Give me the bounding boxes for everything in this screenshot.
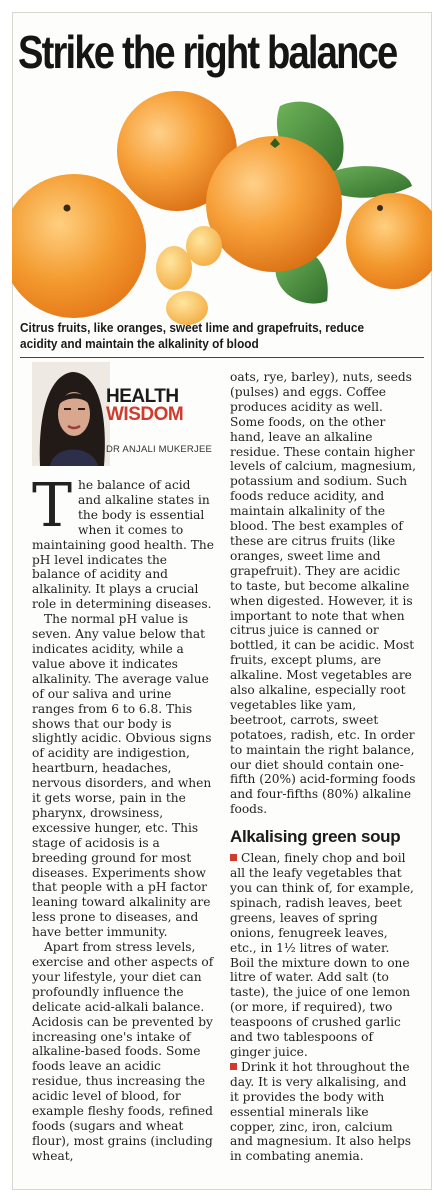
citrus-fruit-photo bbox=[12, 86, 432, 326]
author-byline: DR ANJALI MUKERJEE bbox=[106, 444, 213, 455]
recipe-step-2-text: Drink it hot throughout the day. It is very alkalising, and it provides the body with essential minerals like copper, zinc, iron, calcium and magnesium. It also helps in combating anemia. bbox=[230, 1059, 412, 1164]
bullet-square-icon bbox=[230, 1063, 237, 1070]
recipe-step-1 bbox=[230, 851, 416, 1060]
divider bbox=[20, 357, 424, 358]
paragraph-2: The normal pH value is seven. Any value below that indicates acidity, while a value above it indicates alkalinity. The average value of our saliva and urine ranges from 6 to 6.8. This shows that our body is slightly acidic. Obvious signs of acidity are indigestion, heartburn, headaches, nervous disorders, and when it gets worse, pain in the pharynx, drowsiness, excessive hunger, etc. This stage of acidosis is a breeding ground for most diseases. Experiments show that people with a pH factor leaning toward alkalinity are less prone to diseases, and have better immunity. bbox=[32, 612, 212, 940]
recipe-step-2 bbox=[230, 1060, 416, 1164]
column-title bbox=[106, 388, 183, 424]
paragraph-1-text: he balance of acid and alkaline states in the body is essential when it comes to maintaining good health. The pH level indicates the balance of acidity and alkalinity. It plays a crucial role in determining diseases. bbox=[32, 478, 214, 612]
paragraph-3: Apart from stress levels, exercise and other aspects of your lifestyle, your diet can profoundly influence the delicate acid-alkali balance. Acidosis can be prevented by increasing one's intake of alkaline-based foods. Some foods leave an acidic residue, thus increasing the acidic level of blood, for example fleshy foods, refined foods (sugars and wheat flour), most grains (including wheat, bbox=[32, 940, 214, 1163]
headline: Strike the right balance bbox=[18, 26, 397, 78]
bullet-square-icon bbox=[230, 854, 237, 861]
recipe-title: Alkalising green soup bbox=[230, 827, 401, 847]
paragraph-4: oats, rye, barley), nuts, seeds (pulses) and eggs. Coffee produces acidity as well. Some foods, on the other hand, leave an alkaline residue. These contain higher levels of calcium, magnesium, potassium and sodium. Such foods reduce acidity, and maintain alkalinity of the blood. The best examples of these are citrus fruits (like oranges, sweet lime and grapefruit). They are acidic to taste, but become alkaline when digested. However, it is important to note that when citrus juice is canned or bottled, it can be acidic. Most fruits, except plums, are alkaline. Most vegetables are also alkaline, especially root vegetables like yam, beetroot, carrots, sweet potatoes, radish, etc. In order to maintain the right balance, our diet should contain one-fifth (20%) acid-forming foods and four-fifths (80%) alkaline foods. bbox=[230, 370, 416, 817]
column-title-health: HEALTH bbox=[106, 386, 179, 407]
column-title-wisdom: WISDOM bbox=[106, 404, 184, 425]
article-column-2 bbox=[230, 370, 416, 1164]
photo-caption: Citrus fruits, like oranges, sweet lime and grapefruits, reduce acidity and maintain the alkalinity of blood bbox=[20, 321, 365, 351]
drop-cap: T bbox=[32, 471, 73, 541]
author-portrait bbox=[32, 362, 110, 466]
recipe-step-1-text: Clean, finely chop and boil all the leafy vegetables that you can think of, for example, spinach, radish leaves, beet greens, leaves of spring onions, fenugreek leaves, etc., in 1½ litres of water. Boil the mixture down to one litre of water. Add salt (to taste), the juice of one lemon (or more, if required), two teaspoons of crushed garlic and two tablespoons of ginger juice. bbox=[230, 851, 414, 1059]
paragraph-1 bbox=[32, 471, 214, 612]
article-column-1 bbox=[32, 471, 214, 1164]
